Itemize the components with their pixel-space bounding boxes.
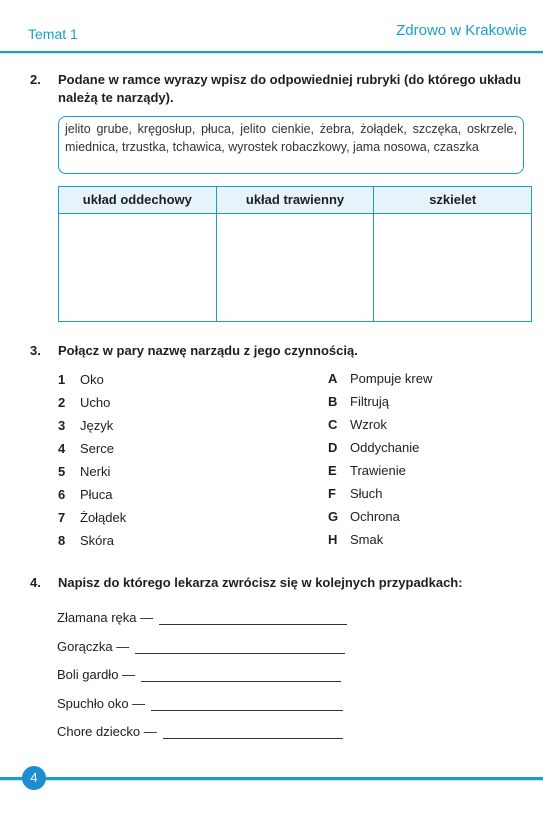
q2-text: Podane w ramce wyrazy wpisz do odpowiedniej rubryki (do którego układu należą te narządy).	[58, 72, 522, 105]
item-key: E	[328, 463, 337, 478]
case-label: Złamana ręka —	[57, 610, 154, 625]
column-header: szkielet	[374, 187, 531, 214]
item-key: C	[328, 417, 338, 432]
case-row	[57, 667, 341, 682]
table-column	[217, 187, 375, 321]
item-label: Nerki	[80, 464, 111, 479]
organ-list	[58, 368, 126, 552]
answer-line[interactable]	[151, 698, 343, 711]
item-key: 8	[58, 533, 66, 548]
q3-text: Połącz w pary nazwę narządu z jego czynnością.	[58, 343, 358, 358]
table-column	[59, 187, 217, 321]
q2-table	[58, 186, 532, 322]
q4-text: Napisz do którego lekarza zwrócisz się w kolejnych przypadkach:	[58, 575, 463, 590]
item-label: Wzrok	[350, 417, 387, 432]
item-label: Język	[80, 418, 114, 433]
case-row	[57, 610, 347, 625]
function-list	[328, 367, 432, 551]
case-label: Spuchło oko —	[57, 696, 146, 711]
q3-number: 3.	[30, 343, 41, 358]
item-label: Płuca	[80, 487, 113, 502]
item-label: Oko	[80, 372, 104, 387]
item-key: 1	[58, 372, 66, 387]
item-label: Słuch	[350, 486, 383, 501]
list-item	[58, 460, 126, 483]
item-key: 2	[58, 395, 66, 410]
answer-cell[interactable]	[59, 214, 216, 321]
list-item	[58, 529, 126, 552]
list-item	[58, 483, 126, 506]
table-column	[374, 187, 531, 321]
q2-number: 2.	[30, 72, 41, 87]
item-key: 7	[58, 510, 66, 525]
q2-word-box: jelito grube, kręgosłup, płuca, jelito cienkie, żebra, żołądek, szczęka, oskrzele, miednica, trzustka, tchawica, wyrostek robaczkowy, jama nosowa, czaszka	[58, 116, 524, 174]
list-item	[328, 528, 432, 551]
item-key: D	[328, 440, 338, 455]
answer-line[interactable]	[163, 726, 343, 739]
header-divider	[0, 48, 543, 56]
case-label: Chore dziecko —	[57, 724, 157, 739]
answer-cell[interactable]	[374, 214, 531, 321]
item-label: Smak	[350, 532, 384, 547]
q4-number: 4.	[30, 575, 41, 590]
list-item	[58, 368, 126, 391]
list-item	[328, 413, 432, 436]
list-item	[328, 390, 432, 413]
list-item	[328, 459, 432, 482]
list-item	[328, 367, 432, 390]
list-item	[58, 506, 126, 529]
item-key: B	[328, 394, 338, 409]
item-key: 4	[58, 441, 66, 456]
answer-line[interactable]	[141, 669, 341, 682]
item-label: Serce	[80, 441, 114, 456]
page-number-badge: 4	[22, 766, 46, 790]
topic-label: Temat 1	[28, 26, 78, 42]
item-label: Filtrują	[350, 394, 390, 409]
item-label: Oddychanie	[350, 440, 420, 455]
item-key: A	[328, 371, 338, 386]
item-label: Żołądek	[80, 510, 127, 525]
case-label: Gorączka —	[57, 639, 130, 654]
footer-divider	[0, 774, 543, 784]
case-row	[57, 724, 343, 739]
answer-line[interactable]	[135, 641, 345, 654]
list-item	[58, 391, 126, 414]
item-key: 3	[58, 418, 66, 433]
item-label: Skóra	[80, 533, 114, 548]
item-label: Ucho	[80, 395, 111, 410]
case-row	[57, 639, 345, 654]
list-item	[328, 505, 432, 528]
case-label: Boli gardło —	[57, 667, 136, 682]
answer-cell[interactable]	[217, 214, 374, 321]
section-title: Zdrowo w Krakowie	[396, 22, 527, 39]
item-label: Trawienie	[350, 463, 406, 478]
answer-line[interactable]	[159, 612, 347, 625]
list-item	[328, 482, 432, 505]
item-key: G	[328, 509, 339, 524]
column-header: układ trawienny	[217, 187, 374, 214]
item-label: Pompuje krew	[350, 371, 433, 386]
item-key: H	[328, 532, 338, 547]
item-label: Ochrona	[350, 509, 400, 524]
list-item	[328, 436, 432, 459]
list-item	[58, 414, 126, 437]
case-row	[57, 696, 343, 711]
column-header: układ oddechowy	[59, 187, 216, 214]
list-item	[58, 437, 126, 460]
item-key: 6	[58, 487, 66, 502]
item-key: F	[328, 486, 336, 501]
item-key: 5	[58, 464, 66, 479]
